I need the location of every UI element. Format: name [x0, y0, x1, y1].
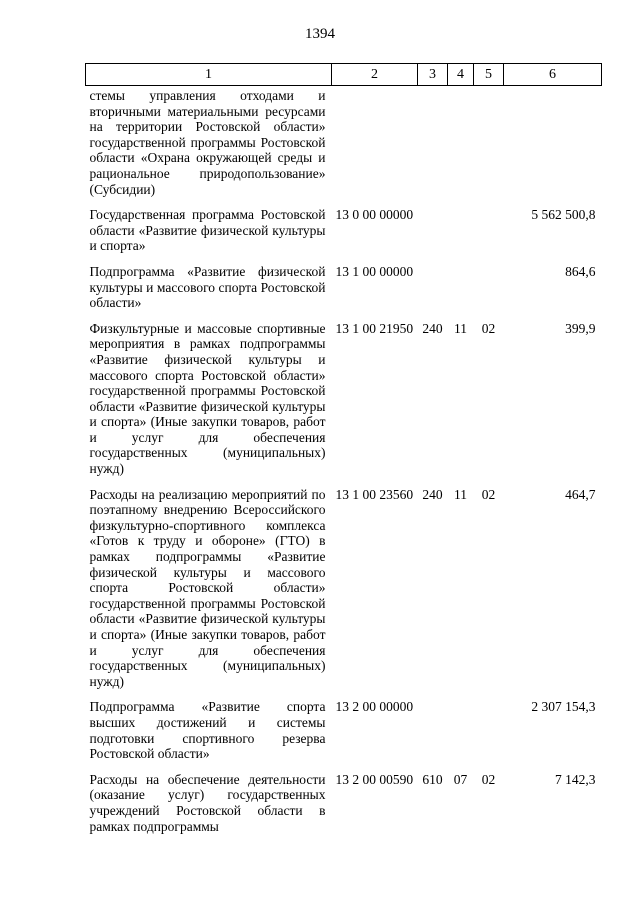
row-amount: 864,6	[565, 263, 596, 279]
row-name: Расходы на реализацию мероприятий по поэтапному внедрению Всероссийского физкультурно-спортивного комплекса «Готов к труду и обороне» (ГТО) в рамках подпрограммы «Развитие физической культуры и массового спорта Ростовской области» государственной программы Ростовской области «Развитие физической культуры и спорта» (Иные закупки товаров, работ и услуг для обеспечения государственных (муниципальных) нужд)	[89, 486, 326, 689]
row-section: 11	[454, 320, 467, 336]
row-expense-type: 240	[422, 320, 443, 336]
row-section	[448, 254, 474, 311]
row-expense-type: 240	[422, 486, 443, 502]
row-name: Подпрограмма «Развитие физической культуры и массового спорта Ростовской области»	[89, 263, 326, 311]
row-expense-type	[418, 689, 448, 761]
header-col-4: 4	[448, 64, 474, 86]
row-amount: 399,9	[565, 320, 596, 336]
row-amount: 2 307 154,3	[531, 699, 596, 715]
row-amount: 464,7	[565, 486, 596, 502]
row-section: 11	[454, 486, 467, 502]
row-expense-type	[418, 197, 448, 254]
row-section	[448, 86, 474, 198]
row-subsection	[474, 86, 504, 198]
table-row	[86, 197, 602, 254]
row-subsection	[474, 689, 504, 761]
row-target-code: 13 2 00 00590	[335, 771, 414, 787]
row-target-code: 13 1 00 21950	[335, 320, 414, 336]
table-row	[86, 254, 602, 311]
table-row	[86, 477, 602, 690]
row-name: Подпрограмма «Развитие спорта высших достижений и системы подготовки спортивного резерва Ростовской области»	[89, 699, 326, 762]
header-col-1: 1	[86, 64, 332, 86]
row-section	[448, 197, 474, 254]
row-target-code: 13 0 00 00000	[335, 207, 414, 223]
row-target-code: 13 1 00 00000	[335, 263, 414, 279]
row-subsection	[474, 197, 504, 254]
row-name: стемы управления отходами и вторичными материальными ресурсами на территории Ростовской области» государственной программы Ростовской области «Охрана окружающей среды и рациональное природопользование» (Субсидии)	[89, 88, 326, 197]
row-expense-type: 610	[422, 771, 443, 787]
row-expense-type	[418, 86, 448, 198]
row-subsection: 02	[481, 320, 496, 336]
budget-table	[85, 63, 602, 834]
header-col-2: 2	[332, 64, 418, 86]
row-name: Расходы на обеспечение деятельности (оказание услуг) государственных учреждений Ростовской области в рамках подпрограммы	[89, 771, 326, 834]
page-number: 1394	[305, 26, 335, 42]
row-subsection	[474, 254, 504, 311]
header-col-6: 6	[504, 64, 602, 86]
row-target-code: 13 1 00 23560	[335, 486, 414, 502]
row-name: Государственная программа Ростовской области «Развитие физической культуры и спорта»	[89, 207, 326, 254]
header-col-5: 5	[474, 64, 504, 86]
table-row	[86, 311, 602, 477]
row-section	[448, 689, 474, 761]
row-subsection: 02	[481, 486, 496, 502]
row-name: Физкультурные и массовые спортивные мероприятия в рамках подпрограммы «Развитие физической культуры и массового спорта Ростовской области» государственной программы Ростовской области «Развитие физической культуры и спорта» (Иные закупки товаров, работ и услуг для обеспечения государственных (муниципальных) нужд)	[89, 320, 326, 477]
row-subsection: 02	[481, 771, 496, 787]
row-section: 07	[453, 771, 468, 787]
row-target-code: 13 2 00 00000	[335, 699, 414, 715]
row-target-code	[332, 86, 418, 198]
table-row	[86, 86, 602, 198]
table-row	[86, 689, 602, 761]
row-amount: 5 562 500,8	[531, 207, 596, 223]
row-amount: 7 142,3	[555, 771, 596, 787]
row-expense-type	[418, 254, 448, 311]
table-header-row	[86, 64, 602, 86]
header-col-3: 3	[418, 64, 448, 86]
table-row	[86, 762, 602, 834]
row-amount	[504, 86, 602, 198]
